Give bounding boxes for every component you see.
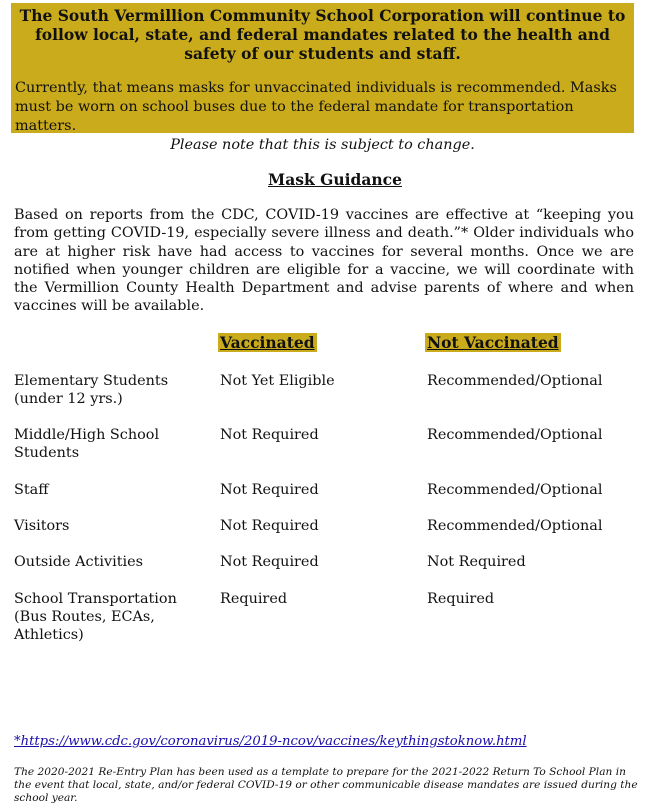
column-header-vaccinated: Vaccinated bbox=[220, 333, 315, 352]
row-label: Outside Activities bbox=[14, 554, 143, 570]
vaccinated-cell: Required bbox=[220, 591, 288, 607]
vaccinated-cell: Not Required bbox=[220, 554, 319, 570]
row-label: Middle/High School Students bbox=[14, 427, 160, 461]
section-title: Mask Guidance bbox=[268, 170, 402, 189]
not-vaccinated-cell: Recommended/Optional bbox=[427, 373, 603, 389]
row-label: Staff bbox=[14, 482, 49, 498]
column-header-not-vaccinated: Not Vaccinated bbox=[427, 333, 559, 352]
vaccinated-cell: Not Required bbox=[220, 482, 319, 498]
not-vaccinated-cell: Recommended/Optional bbox=[427, 482, 603, 498]
banner-body: Currently, that means masks for unvaccinated individuals is recommended. Masks must be worn on school buses due to the federal mandate for transportation matters. bbox=[15, 80, 617, 134]
row-label: Visitors bbox=[14, 518, 70, 534]
footer-note: The 2020-2021 Re-Entry Plan has been used as a template to prepare for the 2021-2022 Return To School Plan in the event that local, state, and/or federal COVID-19 or other communicable disease mandates are issued during the school year. bbox=[14, 766, 638, 804]
not-vaccinated-cell: Not Required bbox=[427, 554, 526, 570]
banner-note: Please note that this is subject to change. bbox=[170, 137, 475, 153]
vaccinated-cell: Not Required bbox=[220, 518, 319, 534]
not-vaccinated-cell: Recommended/Optional bbox=[427, 427, 603, 443]
vaccinated-cell: Not Required bbox=[220, 427, 319, 443]
row-label: Elementary Students (under 12 yrs.) bbox=[14, 373, 169, 407]
not-vaccinated-cell: Recommended/Optional bbox=[427, 518, 603, 534]
notice-banner bbox=[11, 3, 634, 153]
row-label: School Transportation (Bus Routes, ECAs, Athletics) bbox=[14, 591, 177, 643]
vaccinated-cell: Not Yet Eligible bbox=[220, 373, 335, 389]
not-vaccinated-cell: Required bbox=[427, 591, 495, 607]
banner-headline: The South Vermillion Community School Corporation will continue to follow local, state, and federal mandates related to the health and safety of our students and staff. bbox=[19, 6, 626, 63]
cdc-reference-link[interactable]: *https://www.cdc.gov/coronavirus/2019-ncov/vaccines/keythingstoknow.html bbox=[14, 734, 527, 749]
intro-paragraph: Based on reports from the CDC, COVID-19 vaccines are effective at “keeping you from getting COVID-19, especially severe illness and death.”* Older individuals who are at higher risk have had access to vaccines for several months. Once we are notified when younger children are eligible for a vaccine, we will coordinate with the Vermillion County Health Department and advise parents of where and when vaccines will be available. bbox=[14, 207, 634, 315]
